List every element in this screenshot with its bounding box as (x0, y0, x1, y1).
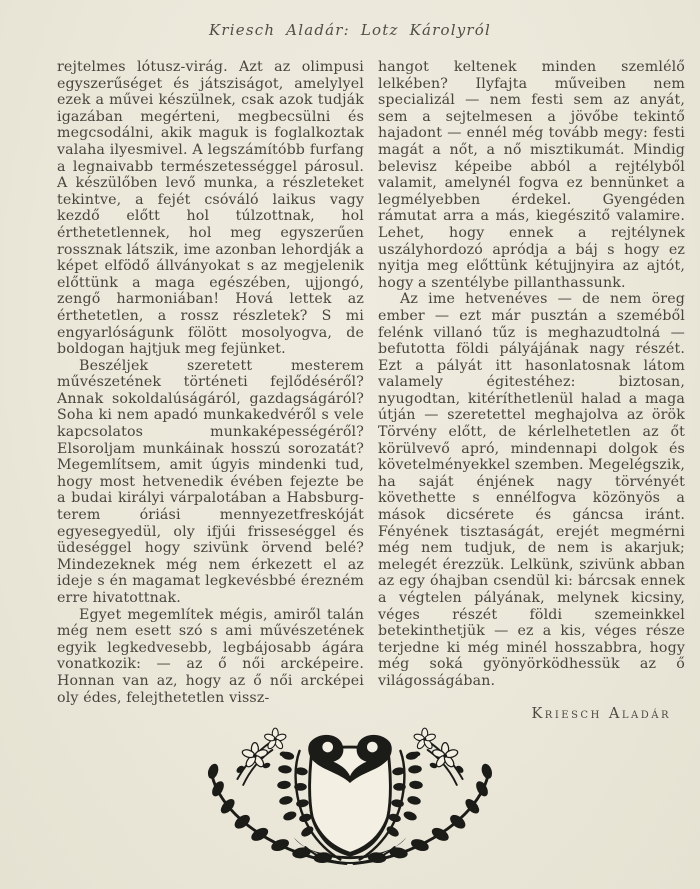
paragraph: hangot keltenek minden szemlélő lelkében? Ilyfajta műveiben nem specializál — nem festi sem az anyát, sem a sejtelmesen a jövőbe tekintő hajadont — ennél még tovább megy: festi magát a nőt, a nő misztikumát. Mindig belevisz képeibe abból a rejtélyből valamit, amelynél fogva ez bennünket a legmélyebben érdekel. Gyengéden rámutat arra a más, kiegészitő valamire. Lehet, hogy ennek a rejtélynek uszályhordozó apródja a báj s hogy ez nyitja meg előttünk kétujjnyira az ajtót, hogy a szentélybe pillanthassunk. (378, 59, 685, 291)
floral-vignette-ornament (185, 720, 515, 875)
paragraph: Beszéljek szeretett mesterem művészetének történeti fejlődéséről? Annak sokoldalúságáról, gazdagságáról? Soha ki nem apadó munkakedvéről s vele kapcsolatos munkaképességéről? Elsoroljam munkáinak hosszú sorozatát? Megemlítsem, amit úgyis mindenki tud, hogy most hetvenedik évében fejezte be a budai királyi várpalotában a Habsburg-terem óriási mennyezetfreskóját egyesegyedül, oly ifjúi frisseséggel és üdeséggel hogy szivünk örvend belé? Mindezeknek még nem érkezett el az ideje s én magamat legkevésbbé érezném erre hivatottnak. (57, 357, 364, 606)
right-column (378, 59, 685, 722)
paragraph: rejtelmes lótusz-virág. Azt az olimpusi egyszerűséget és játsziságot, amelylyel ezek a művei készülnek, csak azok tudják igazában megérteni, megbecsülni és megcsodálni, akik maguk is foglalkoztak valaha ilyesmivel. A legszámítóbb furfang a legnaivabb természetességgel párosul. A készülőben levő munka, a részleteket tekintve, a fejét csóváló laikus vagy kezdő előtt hol túlzottnak, hol érthetetlennek, hol meg egyszerűen rossznak látszik, ime azonban lehordják a képet elfödő állványokat s az megjelenik előttünk a maga egészében, ujjongó, zengő harmoniában! Hová lettek az érthetetlen, a rossz részletek? S mi engyarlóságunk fölött mosolyogva, de boldogan hajtjuk meg fejünket. (57, 59, 364, 358)
paragraph: Egyet megemlítek mégis, amiről talán még nem esett szó s ami művészetének egyik legkedvesebb, legbájosabb ágára vonatkozik: — az ő női arcképeire. Honnan van az, hogy az ő női arcképei oly édes, felejthetetlen vissz- (57, 606, 364, 706)
running-header: Kriesch Aladár: Lotz Károlyról (209, 21, 491, 39)
left-column (57, 59, 364, 722)
author-signature: Kriesch Aladár (531, 705, 671, 722)
paragraph: Az ime hetvenéves — de nem öreg ember — ezt már pusztán a szeméből felénk villanó tűz is meghazudtolná — befutotta földi pályájának nagy részét. Ezt a pályát itt hasonlatosnak látom valamely égitestéhez: biztosan, nyugodtan, kitéríthetlenül halad a maga útján — szeretettel meghajolva az örök Törvény előtt, de kérlelhetetlen az őt körülvevő apró, mindennapi dolgok és követelményekkel szemben. Megelégszik, ha saját énjének nagy törvényét követhette s ennélfogva közönyös a mások dicsérete és gáncsa iránt. Fényének tisztaságát, erejét megmérni még nem tudjuk, de nem is akarjuk; melegét érezzük. Lelkünk, szivünk abban az egy óhajban csendül ki: bárcsak ennek a végtelen pályának, melynek kicsiny, véges részét földi szemeinkkel betekinthetjük — ez a kis, véges része terjedne ki még minél hosszabbra, hogy még soká gyönyörködhessük az ő világosságában. (378, 291, 685, 689)
text-columns (57, 59, 685, 722)
floral-shield-vignette-icon (185, 720, 515, 875)
